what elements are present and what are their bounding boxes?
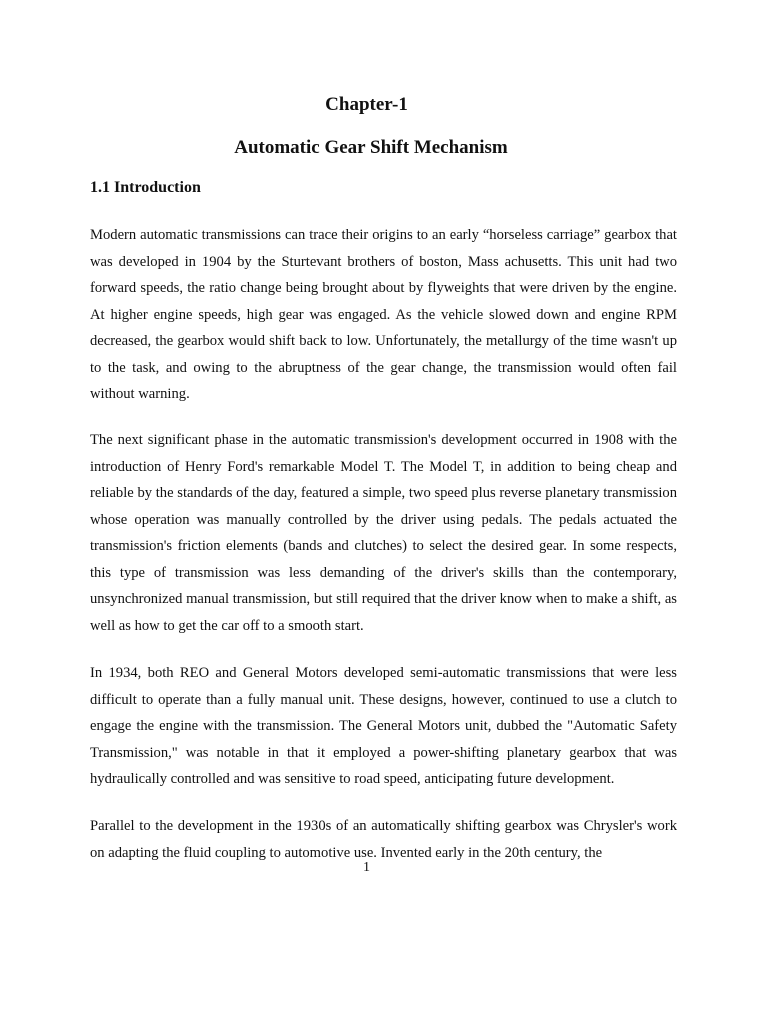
page-number: 1 [363, 860, 370, 875]
paragraph-1: Modern automatic transmissions can trace their origins to an early “horseless carriage” gearbox that was developed in 1904 by the Sturtevant brothers of boston, Mass achusetts. This unit had two forward speeds, the ratio change being brought about by flyweights that were driven by the engine. At higher engine speeds, high gear was engaged. As the vehicle slowed down and engine RPM decreased, the gearbox would shift back to low. Unfortunately, the metallurgy of the time wasn't up to the task, and owing to the abruptness of the gear change, the transmission would often fail without warning. [90, 227, 677, 402]
paragraph-4: Parallel to the development in the 1930s of an automatically shifting gearbox was Chrysler's work on adapting the fluid coupling to automotive use. Invented early in the 20th century, the [90, 818, 677, 861]
paragraph-3: In 1934, both REO and General Motors developed semi-automatic transmissions that were less difficult to operate than a fully manual unit. These designs, however, continued to use a clutch to engage the engine with the transmission. The General Motors unit, dubbed the "Automatic Safety Transmission," was notable in that it employed a power-shifting planetary gearbox that was hydraulically controlled and was sensitive to road speed, anticipating future development. [90, 665, 677, 787]
chapter-title: Automatic Gear Shift Mechanism [234, 137, 508, 158]
chapter-label: Chapter-1 [325, 94, 408, 115]
paragraph-2: The next significant phase in the automatic transmission's development occurred in 1908 with the introduction of Henry Ford's remarkable Model T. The Model T, in addition to being cheap and reliable by the standards of the day, featured a simple, two speed plus reverse planetary transmission whose operation was manually controlled by the driver using pedals. The pedals actuated the transmission's friction elements (bands and clutches) to select the desired gear. In some respects, this type of transmission was less demanding of the driver's skills than the contemporary, unsynchronized manual transmission, but still required that the driver know when to make a shift, as well as how to get the car off to a smooth start. [90, 432, 677, 634]
section-heading: 1.1 Introduction [90, 179, 201, 196]
